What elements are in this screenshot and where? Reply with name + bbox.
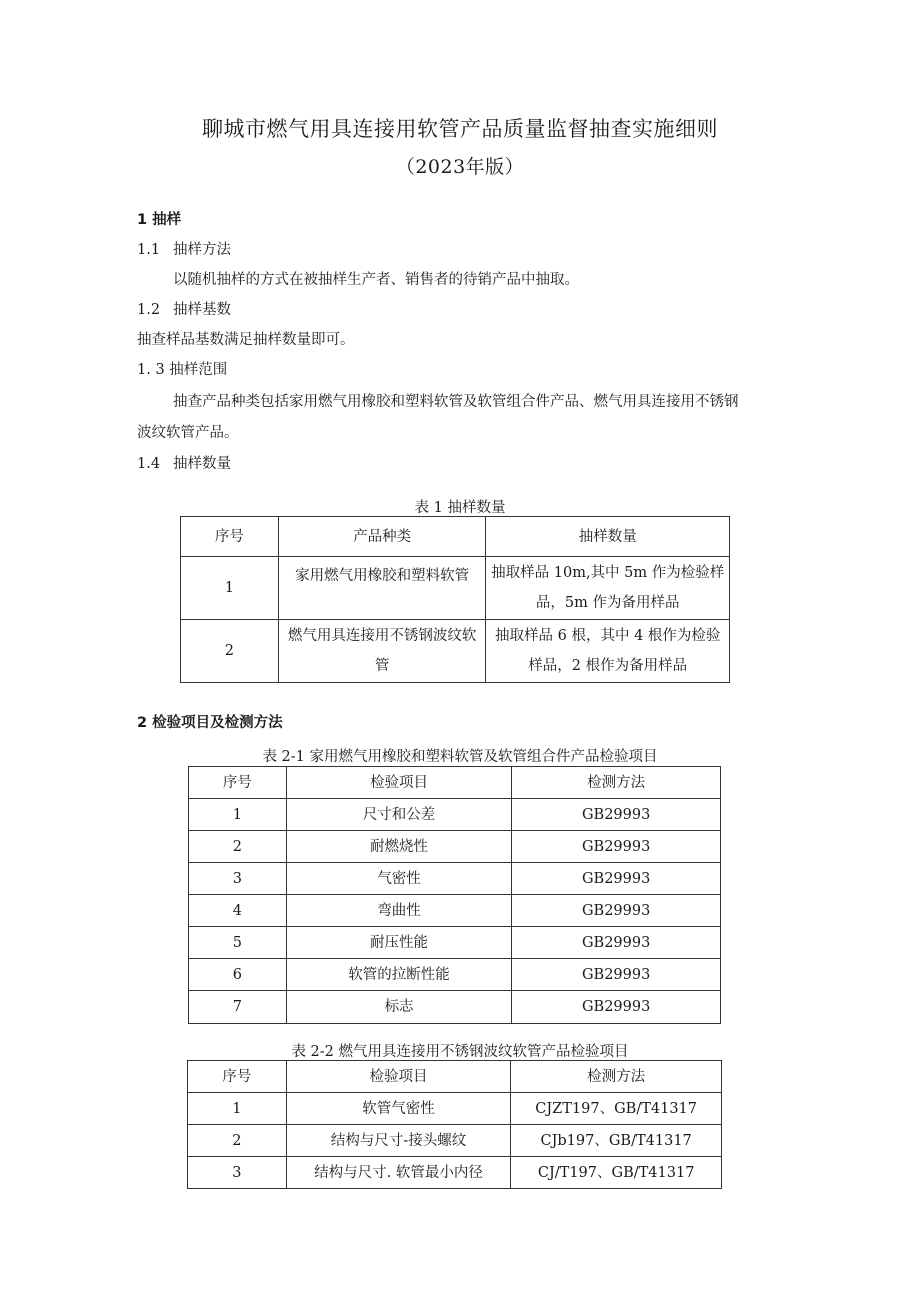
- table-cell: GB29993: [512, 799, 721, 831]
- table-cell: 2: [181, 620, 279, 683]
- table-cell: GB29993: [512, 927, 721, 959]
- table-cell: 软管的拉断性能: [286, 959, 512, 991]
- table-cell: 4: [189, 895, 287, 927]
- table-cell: GB29993: [512, 959, 721, 991]
- section-1-2-number: 1.2: [137, 302, 161, 318]
- table-row: [188, 1157, 722, 1189]
- section-1-2-text: 抽查样品基数满足抽样数量即可。: [137, 332, 355, 348]
- section-1-2-title: 抽样基数: [173, 302, 231, 318]
- table-cell: 7: [189, 991, 287, 1024]
- table-row: [189, 831, 721, 863]
- document-subtitle: （2023年版）: [395, 156, 525, 178]
- section-1-1-text: 以随机抽样的方式在被抽样生产者、销售者的待销产品中抽取。: [173, 272, 579, 288]
- table-cell: 2: [189, 831, 287, 863]
- table-1-caption: 表 1 抽样数量: [414, 500, 506, 516]
- table-row: [181, 620, 730, 683]
- table-cell: 软管气密性: [286, 1093, 510, 1125]
- table-cell: 结构与尺寸. 软管最小内径: [286, 1157, 510, 1189]
- cell-text: 样品，2 根作为备用样品: [528, 658, 688, 674]
- table-2-2-header-cell: 检验项目: [286, 1061, 510, 1093]
- table-cell: 1: [189, 799, 287, 831]
- table-2-1-header-cell: 检验项目: [286, 767, 512, 799]
- section-1-1-number: 1.1: [137, 242, 161, 258]
- cell-text: 品，5m 作为备用样品: [535, 595, 680, 611]
- table-cell: 弯曲性: [286, 895, 512, 927]
- table-cell: 耐燃烧性: [286, 831, 512, 863]
- table-cell: 标志: [286, 991, 512, 1024]
- table-2-2-header-cell: 序号: [188, 1061, 287, 1093]
- table-2-2-header-row: [188, 1061, 722, 1093]
- section-1-3-text-line2: 波纹软管产品。: [137, 425, 239, 441]
- table-cell: GB29993: [512, 991, 721, 1024]
- table-1-header-cell: 序号: [181, 517, 279, 557]
- table-2-1: [188, 766, 721, 1024]
- section-1-3-text-line1: 抽查产品种类包括家用燃气用橡胶和塑料软管及软管组合件产品、燃气用具连接用不锈钢: [173, 394, 739, 410]
- section-1-3-title: 1. 3 抽样范围: [137, 362, 228, 378]
- table-cell: 6: [189, 959, 287, 991]
- table-cell: 尺寸和公差: [286, 799, 512, 831]
- table-2-2-caption: 表 2-2 燃气用具连接用不锈钢波纹软管产品检验项目: [291, 1044, 629, 1060]
- section-1-heading: 1 抽样: [137, 212, 182, 228]
- table-2-1-caption: 表 2-1 家用燃气用橡胶和塑料软管及软管组合件产品检验项目: [262, 749, 658, 765]
- cell-text: 抽取样品 6 根，其中 4 根作为检验: [495, 628, 721, 644]
- cell-text: 抽取样品 10m,其中 5m 作为检验样: [491, 565, 725, 581]
- table-cell: 5: [189, 927, 287, 959]
- table-row: [181, 557, 730, 620]
- table-2-1-header-row: [189, 767, 721, 799]
- table-cell: 3: [189, 863, 287, 895]
- section-1-1-title: 抽样方法: [173, 242, 231, 258]
- table-cell: GB29993: [512, 863, 721, 895]
- table-cell: 2: [188, 1125, 287, 1157]
- section-1-4-number: 1.4: [137, 456, 161, 472]
- cell-text: 燃气用具连接用不锈钢波纹软: [287, 628, 477, 644]
- table-cell: 结构与尺寸-接头螺纹: [286, 1125, 510, 1157]
- cell-text: 家用燃气用橡胶和塑料软管: [295, 568, 470, 584]
- table-cell: 1: [181, 557, 279, 620]
- table-cell: 耐压性能: [286, 927, 512, 959]
- table-row: [189, 863, 721, 895]
- table-2-1-header-cell: 检测方法: [512, 767, 721, 799]
- table-cell: GB29993: [512, 831, 721, 863]
- table-1-header-cell: 产品种类: [278, 517, 486, 557]
- table-row: [189, 959, 721, 991]
- table-row: [188, 1125, 722, 1157]
- table-cell: 气密性: [286, 863, 512, 895]
- table-cell: [486, 620, 730, 683]
- table-cell: CJ/T197、GB/T41317: [511, 1157, 722, 1189]
- table-cell: CJZT197、GB/T41317: [511, 1093, 722, 1125]
- cell-text: 管: [374, 658, 390, 674]
- table-row: [189, 895, 721, 927]
- document-title: 聊城市燃气用具连接用软管产品质量监督抽查实施细则: [202, 117, 718, 141]
- table-cell: GB29993: [512, 895, 721, 927]
- section-1-4-title: 抽样数量: [173, 456, 231, 472]
- table-2-1-header-cell: 序号: [189, 767, 287, 799]
- table-cell: [278, 620, 486, 683]
- table-cell: CJb197、GB/T41317: [511, 1125, 722, 1157]
- table-cell: [278, 557, 486, 620]
- table-cell: [486, 557, 730, 620]
- table-row: [189, 799, 721, 831]
- table-row: [189, 927, 721, 959]
- table-1-header-cell: 抽样数量: [486, 517, 730, 557]
- table-1: [180, 516, 730, 683]
- table-row: [189, 991, 721, 1024]
- table-1-header-row: [181, 517, 730, 557]
- section-2-heading: 2 检验项目及检测方法: [137, 715, 283, 731]
- table-2-2: [187, 1060, 722, 1189]
- table-2-2-header-cell: 检测方法: [511, 1061, 722, 1093]
- table-cell: 3: [188, 1157, 287, 1189]
- table-row: [188, 1093, 722, 1125]
- table-cell: 1: [188, 1093, 287, 1125]
